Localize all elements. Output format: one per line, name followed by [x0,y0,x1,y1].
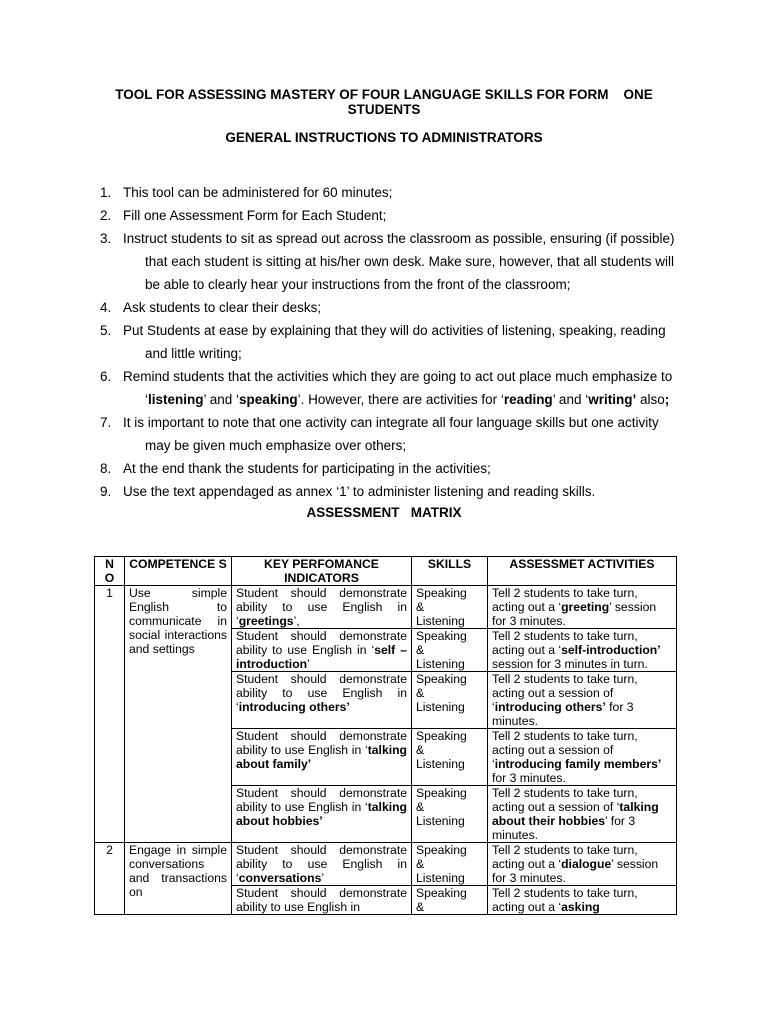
instruction-item [100,204,703,227]
text-run: Tell 2 students to take turn, acting out a session of ‘ [492,729,638,771]
item-number: 5. [100,323,112,338]
text-run: Student should demonstrate ability to use English in ‘ [236,672,407,714]
skill-line: & [416,800,425,814]
text-run: ’ [321,871,325,885]
item-number: 9. [100,484,112,499]
item-text: At the end thank the students for participating in the activities; [123,461,491,476]
document-title [90,87,678,117]
activity-cell [488,586,677,629]
bold-run: introducing others’ [238,700,350,714]
skill-line: & [416,600,425,614]
bold-run: introducing others’ [494,700,606,714]
table-header-row [95,557,677,586]
item-text: Instruct students to sit as spread out across the classroom as possible, ensuring (if possible) [123,231,675,246]
skill-line: Speaking [416,786,467,800]
bold-run: dialogue [561,857,612,871]
instructions-list [100,181,703,503]
bold-run: self-introduction’ [561,643,661,657]
matrix-title: ASSESSMENT MATRIX [306,505,462,520]
assessment-matrix-table [94,556,677,915]
text-run: Student should demonstrate ability to use English in ‘ [236,586,407,628]
header-competences: COMPETENCE S [125,557,232,586]
text-run: ’ [307,657,310,671]
text-run: ‘ [145,392,148,407]
table-row [95,586,677,629]
skills-cell [412,729,488,786]
skill-line: Listening [416,700,465,714]
skills-cell [412,672,488,729]
item-number: 1. [100,185,112,200]
skill-line: & [416,686,425,700]
text-run: ’ and ‘ [552,392,589,407]
item-text: This tool can be administered for 60 minutes; [123,185,393,200]
instruction-item [100,365,703,411]
skill-line: Listening [416,657,465,671]
item-text-cont: that each student is sitting at his/her own desk. Make sure, however, that all students will [145,254,675,269]
skill-line: Speaking [416,629,467,643]
text-run: ’, [293,614,300,628]
row-number: 1 [95,586,125,843]
activity-cell [488,729,677,786]
activity-cell [488,629,677,672]
text-run: Tell 2 students to take turn, acting out a ‘ [492,843,638,871]
kpi-cell [232,729,412,786]
skills-cell [412,886,488,915]
bold-run: writing’ [588,392,637,407]
item-text: Fill one Assessment Form for Each Student; [123,208,387,223]
header-skills: SKILLS [412,557,488,586]
bold-run: ; [664,392,670,407]
instruction-item [100,319,703,365]
kpi-cell [232,843,412,886]
kpi-cell [232,886,412,915]
skill-line: Speaking [416,729,467,743]
competence-cell: Use simple English to communicate in social interactions and settings [125,586,232,843]
text-run: Student should demonstrate ability to use English in ‘ [236,629,407,657]
bold-run: listening [148,392,204,407]
skill-line: & [416,643,425,657]
skill-line: Listening [416,614,465,628]
item-text: Remind students that the activities which they are going to act out place much emphasize to [123,369,673,384]
skill-line: Speaking [416,672,467,686]
skill-line: & [416,857,425,871]
header-activities: ASSESSMET ACTIVITIES [488,557,677,586]
item-text-cont [123,388,703,411]
bold-run: talking about their hobbies [492,800,659,828]
item-text-cont: may be given much emphasize over others; [145,438,407,453]
competence-cell: Engage in simple conversations and transactions on [125,843,232,915]
item-number: 2. [100,208,112,223]
skill-line: & [416,743,425,757]
text-run: Student should demonstrate ability to use English in ‘ [236,729,407,757]
header-no: N O [95,557,125,586]
item-text-cont: and little writing; [145,346,242,361]
skill-line: & [416,900,425,914]
skill-line: Speaking [416,886,467,900]
item-text: Ask students to clear their desks; [123,300,322,315]
text-run: ’ and ‘ [203,392,240,407]
item-number: 8. [100,461,112,476]
item-number: 3. [100,231,112,246]
item-text: It is important to note that one activity can integrate all four language skills but one activity [123,415,659,430]
text-run: Student should demonstrate ability to use English in [236,886,407,914]
kpi-cell [232,629,412,672]
bold-run: greeting [561,600,610,614]
skills-cell [412,629,488,672]
header-kpi: KEY PERFOMANCE INDICATORS [232,557,412,586]
item-text: Use the text appendaged as annex ‘1’ to administer listening and reading skills. [123,484,596,499]
skills-cell [412,586,488,629]
skills-cell [412,843,488,886]
text-run: Tell 2 students to take turn, acting out a ‘ [492,886,638,914]
bold-run: greetings [238,614,294,628]
title-line-2: STUDENTS [347,102,421,117]
text-run: for 3 minutes. [492,771,566,785]
instruction-item [100,227,703,296]
skill-line: Listening [416,814,465,828]
instruction-item [100,181,703,204]
skill-line: Speaking [416,843,467,857]
item-number: 4. [100,300,112,315]
item-text: Put Students at ease by explaining that they will do activities of listening, speaking, reading [123,323,666,338]
text-run: also [636,392,665,407]
bold-run: self – introduction [236,643,407,671]
text-run: for 3 minutes. [492,700,634,728]
text-run: Tell 2 students to take turn, acting out a ‘ [492,629,638,657]
text-run: ’. However, there are activities for ‘ [297,392,504,407]
text-run: Student should demonstrate ability to use English in ‘ [236,843,407,885]
kpi-cell [232,672,412,729]
document-subtitle: GENERAL INSTRUCTIONS TO ADMINISTRATORS [225,130,543,145]
skill-line: Speaking [416,586,467,600]
text-run: Tell 2 students to take turn, acting out a session of ‘ [492,672,638,714]
instruction-item [100,296,703,319]
instruction-item [100,411,703,457]
bold-run: talking about family’ [236,743,407,771]
bold-run: reading [503,392,553,407]
instruction-item [100,457,703,480]
skill-line: Listening [416,871,465,885]
item-number: 7. [100,415,112,430]
activity-cell [488,786,677,843]
bold-run: speaking [239,392,298,407]
bold-run: asking [561,900,600,914]
text-run: ’ session for 3 minutes. [492,857,659,885]
text-run: Tell 2 students to take turn, acting out a session of ‘ [492,786,638,814]
bold-run: conversations [238,871,322,885]
text-run: Tell 2 students to take turn, acting out a ‘ [492,586,638,614]
title-line-1: TOOL FOR ASSESSING MASTERY OF FOUR LANGUAGE SKILLS FOR FORM ONE [115,87,653,102]
bold-run: talking about hobbies’ [236,800,407,828]
table-row [95,843,677,886]
skill-line: Listening [416,757,465,771]
text-run: ’ for 3 minutes. [492,814,636,842]
skills-cell [412,786,488,843]
instruction-item [100,480,703,503]
item-number: 6. [100,369,112,384]
row-number: 2 [95,843,125,915]
text-run: Student should demonstrate ability to use English in ‘ [236,786,407,814]
activity-cell [488,886,677,915]
activity-cell [488,672,677,729]
kpi-cell [232,586,412,629]
bold-run: introducing family members’ [494,757,662,771]
kpi-cell [232,786,412,843]
text-run: ’ session for 3 minutes. [492,600,657,628]
item-text-cont: be able to clearly hear your instructions from the front of the classroom; [145,277,571,292]
text-run: session for 3 minutes in turn. [492,657,648,671]
activity-cell [488,843,677,886]
